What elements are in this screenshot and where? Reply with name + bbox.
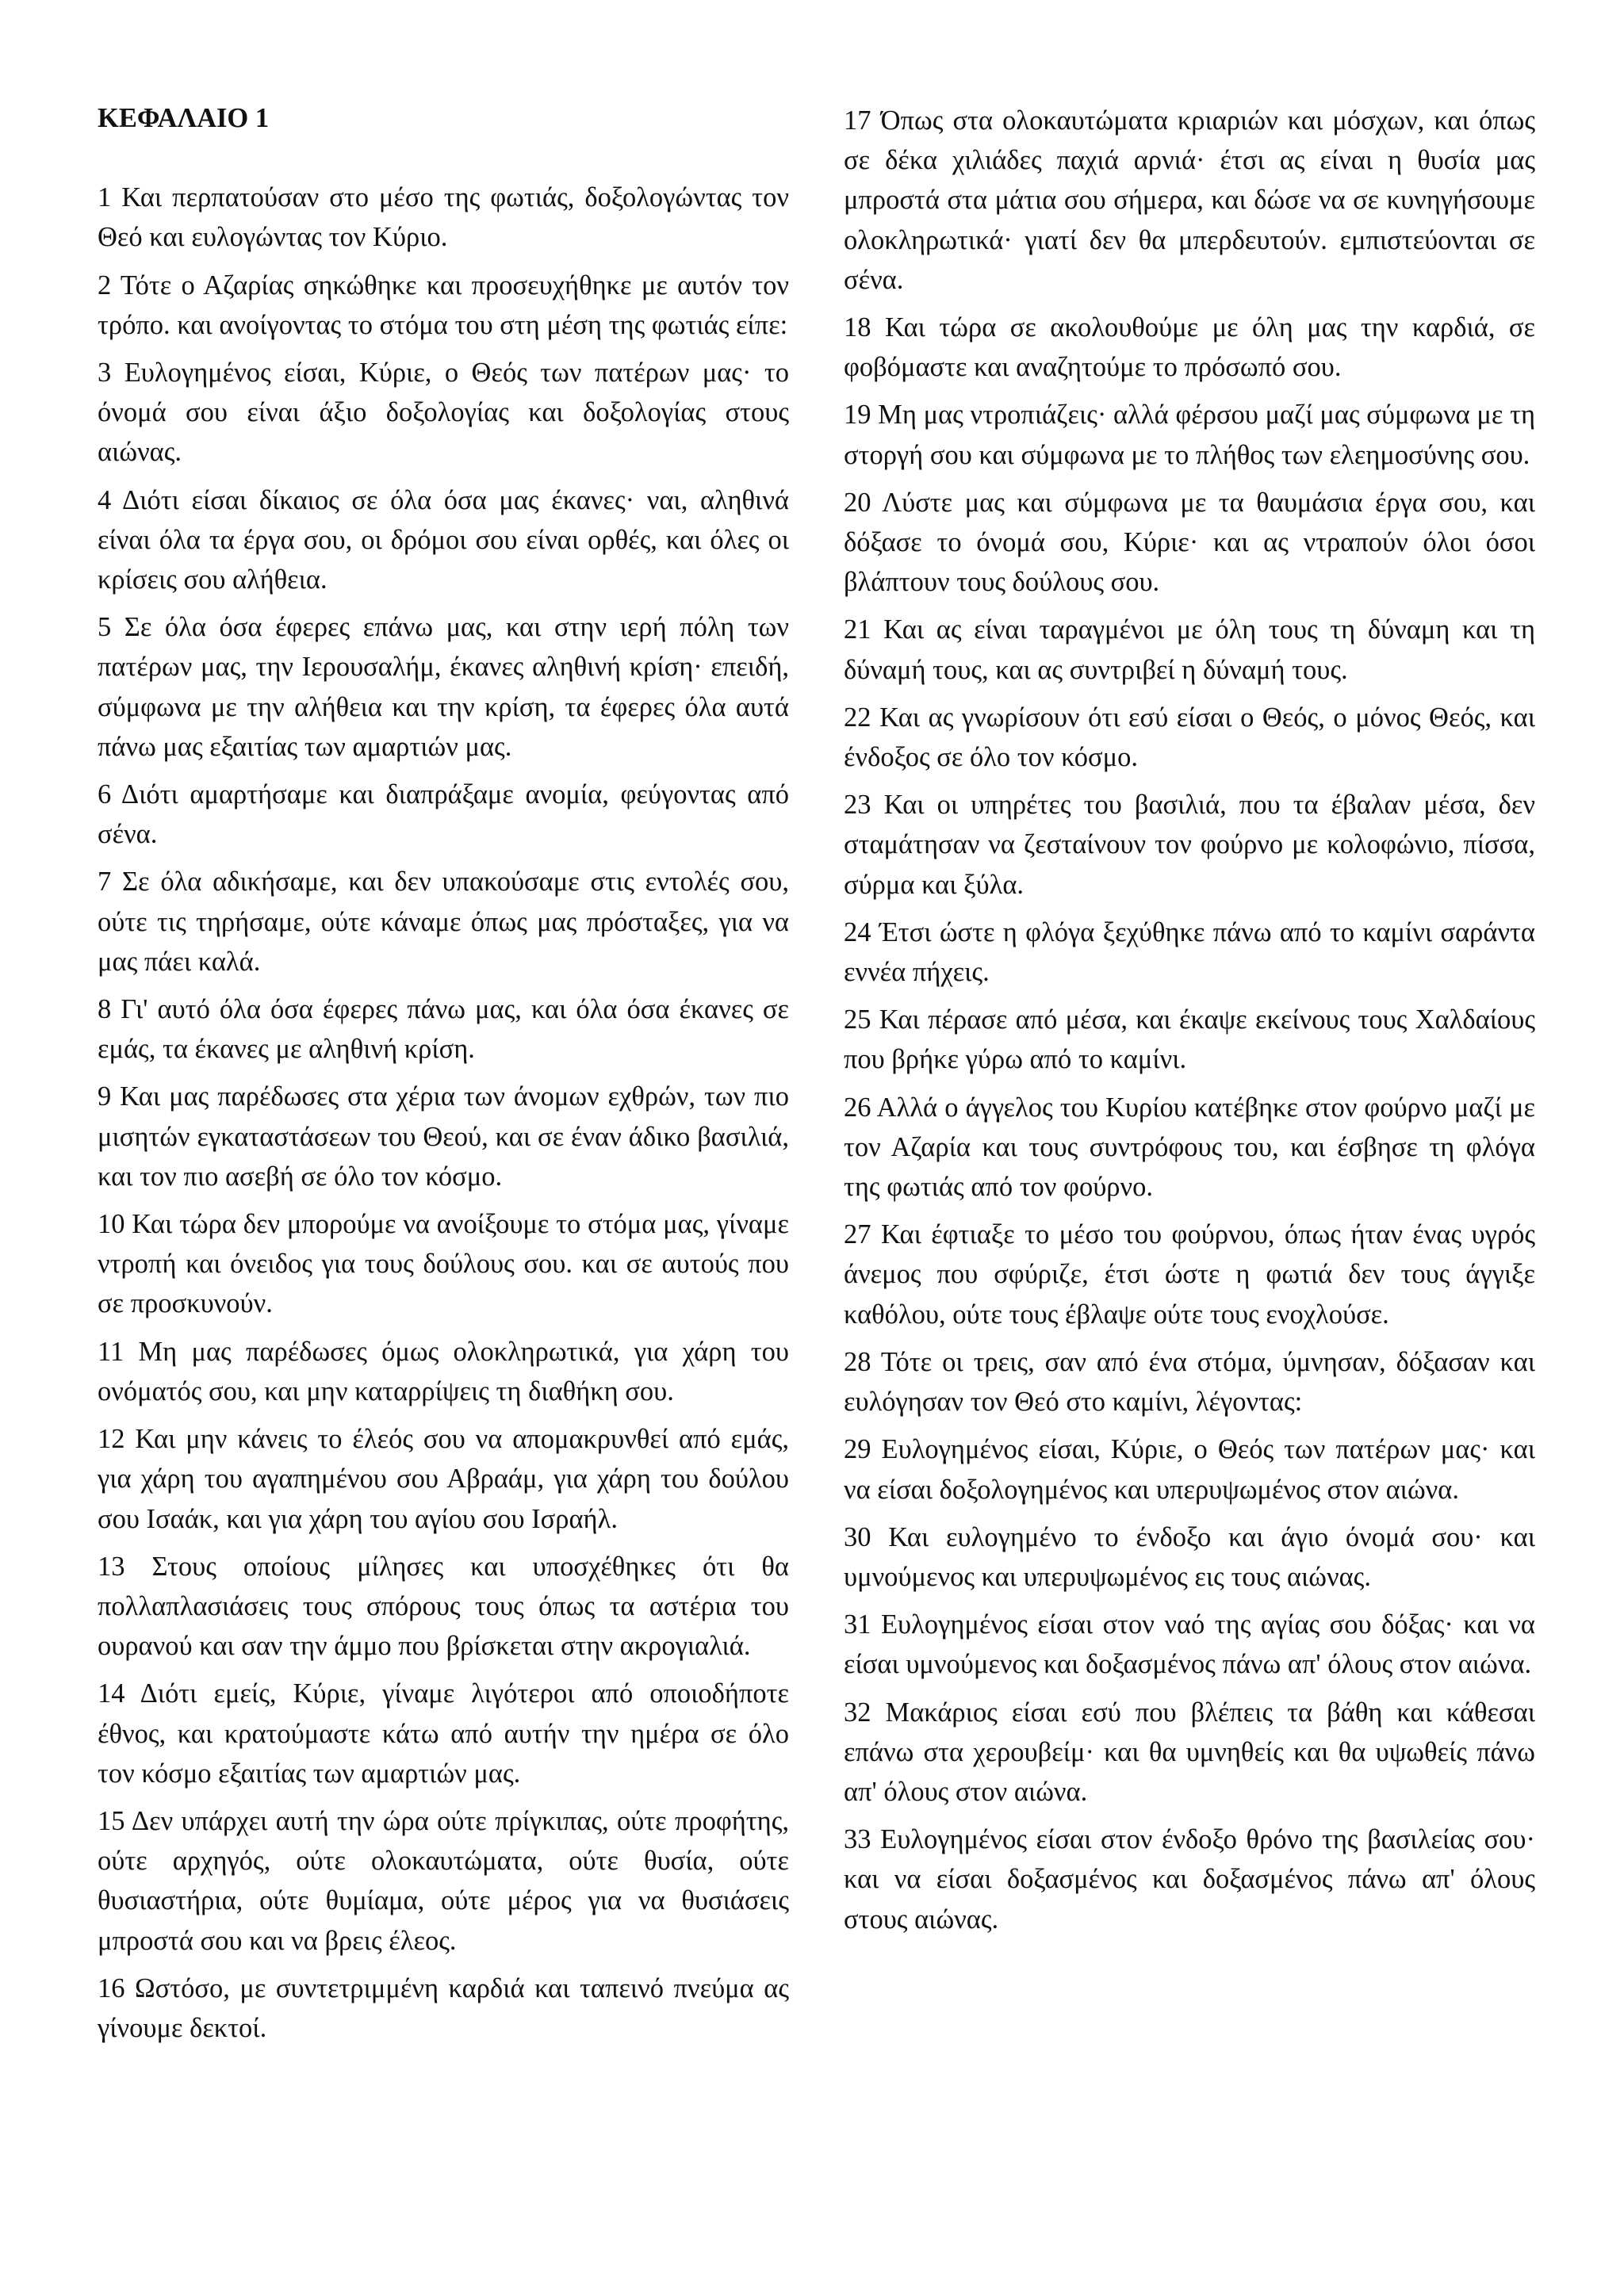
left-column xyxy=(98,98,789,2056)
verse: 15 Δεν υπάρχει αυτή την ώρα ούτε πρίγκιπας, ούτε προφήτης, ούτε αρχηγός, ούτε ολοκαυτώματα, ούτε θυσία, ούτε θυσιαστήρια, ούτε θυμίαμα, ούτε μέρος για να θυσιάσεις μπροστά σου και να βρεις έλεος. xyxy=(98,1805,789,1956)
verse: 24 Έτσι ώστε η φλόγα ξεχύθηκε πάνω από το καμίνι σαράντα εννέα πήχεις. xyxy=(844,916,1535,988)
verse: 23 Και οι υπηρέτες του βασιλιά, που τα έβαλαν μέσα, δεν σταμάτησαν να ζεσταίνουν τον φούρνο με κολοφώνιο, πίσσα, σύρμα και ξύλα. xyxy=(844,790,1535,900)
verse: 32 Μακάριος είσαι εσύ που βλέπεις τα βάθη και κάθεσαι επάνω στα χερουβείμ· και θα υμνηθείς και θα υψωθείς πάνω απ' όλους στον αιώνα. xyxy=(844,1697,1535,1807)
verse: 26 Αλλά ο άγγελος του Κυρίου κατέβηκε στον φούρνο μαζί με τον Αζαρία και τους συντρόφους του, και έσβησε τη φλόγα της φωτιάς από τον φούρνο. xyxy=(844,1092,1535,1203)
verse: 6 Διότι αμαρτήσαμε και διαπράξαμε ανομία, φεύγοντας από σένα. xyxy=(98,779,789,850)
verse: 5 Σε όλα όσα έφερες επάνω μας, και στην ιερή πόλη των πατέρων μας, την Ιερουσαλήμ, έκανες αληθινή κρίση· επειδή, σύμφωνα με την αλήθεια και την κρίση, τα έφερες όλα αυτά πάνω μας εξαιτίας των αμαρτιών μας. xyxy=(98,612,789,762)
verse: 21 Και ας είναι ταραγμένοι με όλη τους τη δύναμη και τη δύναμή τους, και ας συντριβεί η δύναμή τους. xyxy=(844,614,1535,685)
left-verse-list xyxy=(98,178,789,2048)
verse: 18 Και τώρα σε ακολουθούμε με όλη μας την καρδιά, σε φοβόμαστε και αναζητούμε το πρόσωπό σου. xyxy=(844,312,1535,383)
verse: 29 Ευλογημένος είσαι, Κύριε, ο Θεός των πατέρων μας· και να είσαι δοξολογημένος και υπερυψωμένος στον αιώνα. xyxy=(844,1434,1535,1505)
right-verse-list xyxy=(844,101,1535,1939)
verse: 13 Στους οποίους μίλησες και υποσχέθηκες ότι θα πολλαπλασιάσεις τους σπόρους τους όπως τα αστέρια του ουρανού και σαν την άμμο που βρίσκεται στην ακρογιαλιά. xyxy=(98,1551,789,1662)
verse: 4 Διότι είσαι δίκαιος σε όλα όσα μας έκανες· ναι, αληθινά είναι όλα τα έργα σου, οι δρόμοι σου είναι ορθές, και όλες οι κρίσεις σου αλήθεια. xyxy=(98,484,789,595)
verse: 31 Ευλογημένος είσαι στον ναό της αγίας σου δόξας· και να είσαι υμνούμενος και δοξασμένος πάνω απ' όλους στον αιώνα. xyxy=(844,1609,1535,1680)
chapter-title: ΚΕΦΑΛΑΙΟ 1 xyxy=(98,103,270,133)
verse: 3 Ευλογημένος είσαι, Κύριε, ο Θεός των πατέρων μας· το όνομά σου είναι άξιο δοξολογίας και δοξολογίας στους αιώνας. xyxy=(98,358,789,468)
verse: 22 Και ας γνωρίσουν ότι εσύ είσαι ο Θεός, ο μόνος Θεός, και ένδοξος σε όλο τον κόσμο. xyxy=(844,702,1535,773)
verse: 2 Τότε ο Αζαρίας σηκώθηκε και προσευχήθηκε με αυτόν τον τρόπο. και ανοίγοντας το στόμα του στη μέση της φωτιάς είπε: xyxy=(98,270,789,340)
verse: 16 Ωστόσο, με συντετριμμένη καρδιά και ταπεινό πνεύμα ας γίνουμε δεκτοί. xyxy=(98,1973,789,2043)
verse: 30 Και ευλογημένο το ένδοξο και άγιο όνομά σου· και υμνούμενος και υπερυψωμένος εις τους αιώνας. xyxy=(844,1521,1535,1592)
verse: 17 Όπως στα ολοκαυτώματα κριαριών και μόσχων, και όπως σε δέκα χιλιάδες παχιά αρνιά· έτσι ας είναι η θυσία μας μπροστά στα μάτια σου σήμερα, και δώσε να σε κυνηγήσουμε ολοκληρωτικά· γιατί δεν θα μπερδευτούν. εμπιστεύονται σε σένα. xyxy=(844,105,1535,295)
verse: 8 Γι' αυτό όλα όσα έφερες πάνω μας, και όλα όσα έκανες σε εμάς, τα έκανες με αληθινή κρίση. xyxy=(98,994,789,1065)
verse: 28 Τότε οι τρεις, σαν από ένα στόμα, ύμνησαν, δόξασαν και ευλόγησαν τον Θεό στο καμίνι, λέγοντας: xyxy=(844,1346,1535,1418)
verse: 1 Και περπατούσαν στο μέσο της φωτιάς, δοξολογώντας τον Θεό και ευλογώντας τον Κύριο. xyxy=(98,182,789,253)
verse: 11 Μη μας παρέδωσες όμως ολοκληρωτικά, για χάρη του ονόματός σου, και μην καταρρίψεις τη διαθήκη σου. xyxy=(98,1336,789,1406)
verse: 7 Σε όλα αδικήσαμε, και δεν υπακούσαμε στις εντολές σου, ούτε τις τηρήσαμε, ούτε κάναμε όπως μας πρόσταξες, για να μας πάει καλά. xyxy=(98,867,789,977)
verse: 25 Και πέρασε από μέσα, και έκαψε εκείνους τους Χαλδαίους που βρήκε γύρω από το καμίνι. xyxy=(844,1004,1535,1075)
right-column xyxy=(844,101,1535,1947)
verse: 27 Και έφτιαξε το μέσο του φούρνου, όπως ήταν ένας υγρός άνεμος που σφύριζε, έτσι ώστε η φωτιά δεν τους άγγιξε καθόλου, ούτε τους έβλαψε ούτε τους ενοχλούσε. xyxy=(844,1219,1535,1330)
verse: 9 Και μας παρέδωσες στα χέρια των άνομων εχθρών, των πιο μισητών εγκαταστάσεων του Θεού, και σε έναν άδικο βασιλιά, και τον πιο ασεβή σε όλο τον κόσμο. xyxy=(98,1081,789,1192)
verse: 33 Ευλογημένος είσαι στον ένδοξο θρόνο της βασιλείας σου· και να είσαι δοξασμένος και δοξασμένος πάνω απ' όλους στους αιώνας. xyxy=(844,1824,1535,1934)
verse: 14 Διότι εμείς, Κύριε, γίναμε λιγότεροι από οποιοδήποτε έθνος, και κρατούμαστε κάτω από αυτήν την ημέρα σε όλο τον κόσμο εξαιτίας των αμαρτιών μας. xyxy=(98,1678,789,1789)
verse: 20 Λύστε μας και σύμφωνα με τα θαυμάσια έργα σου, και δόξασε το όνομά σου, Κύριε· και ας ντραπούν όλοι όσοι βλάπτουν τους δούλους σου. xyxy=(844,487,1535,598)
verse: 10 Και τώρα δεν μπορούμε να ανοίξουμε το στόμα μας, γίναμε ντροπή και όνειδος για τους δούλους σου. και σε αυτούς που σε προσκυνούν. xyxy=(98,1209,789,1319)
verse: 19 Μη μας ντροπιάζεις· αλλά φέρσου μαζί μας σύμφωνα με τη στοργή σου και σύμφωνα με το πλήθος των ελεημοσύνης σου. xyxy=(844,400,1535,470)
verse: 12 Και μην κάνεις το έλεός σου να απομακρυνθεί από εμάς, για χάρη του αγαπημένου σου Αβραάμ, για χάρη του δούλου σου Ισαάκ, και για χάρη του αγίου σου Ισραήλ. xyxy=(98,1424,789,1534)
